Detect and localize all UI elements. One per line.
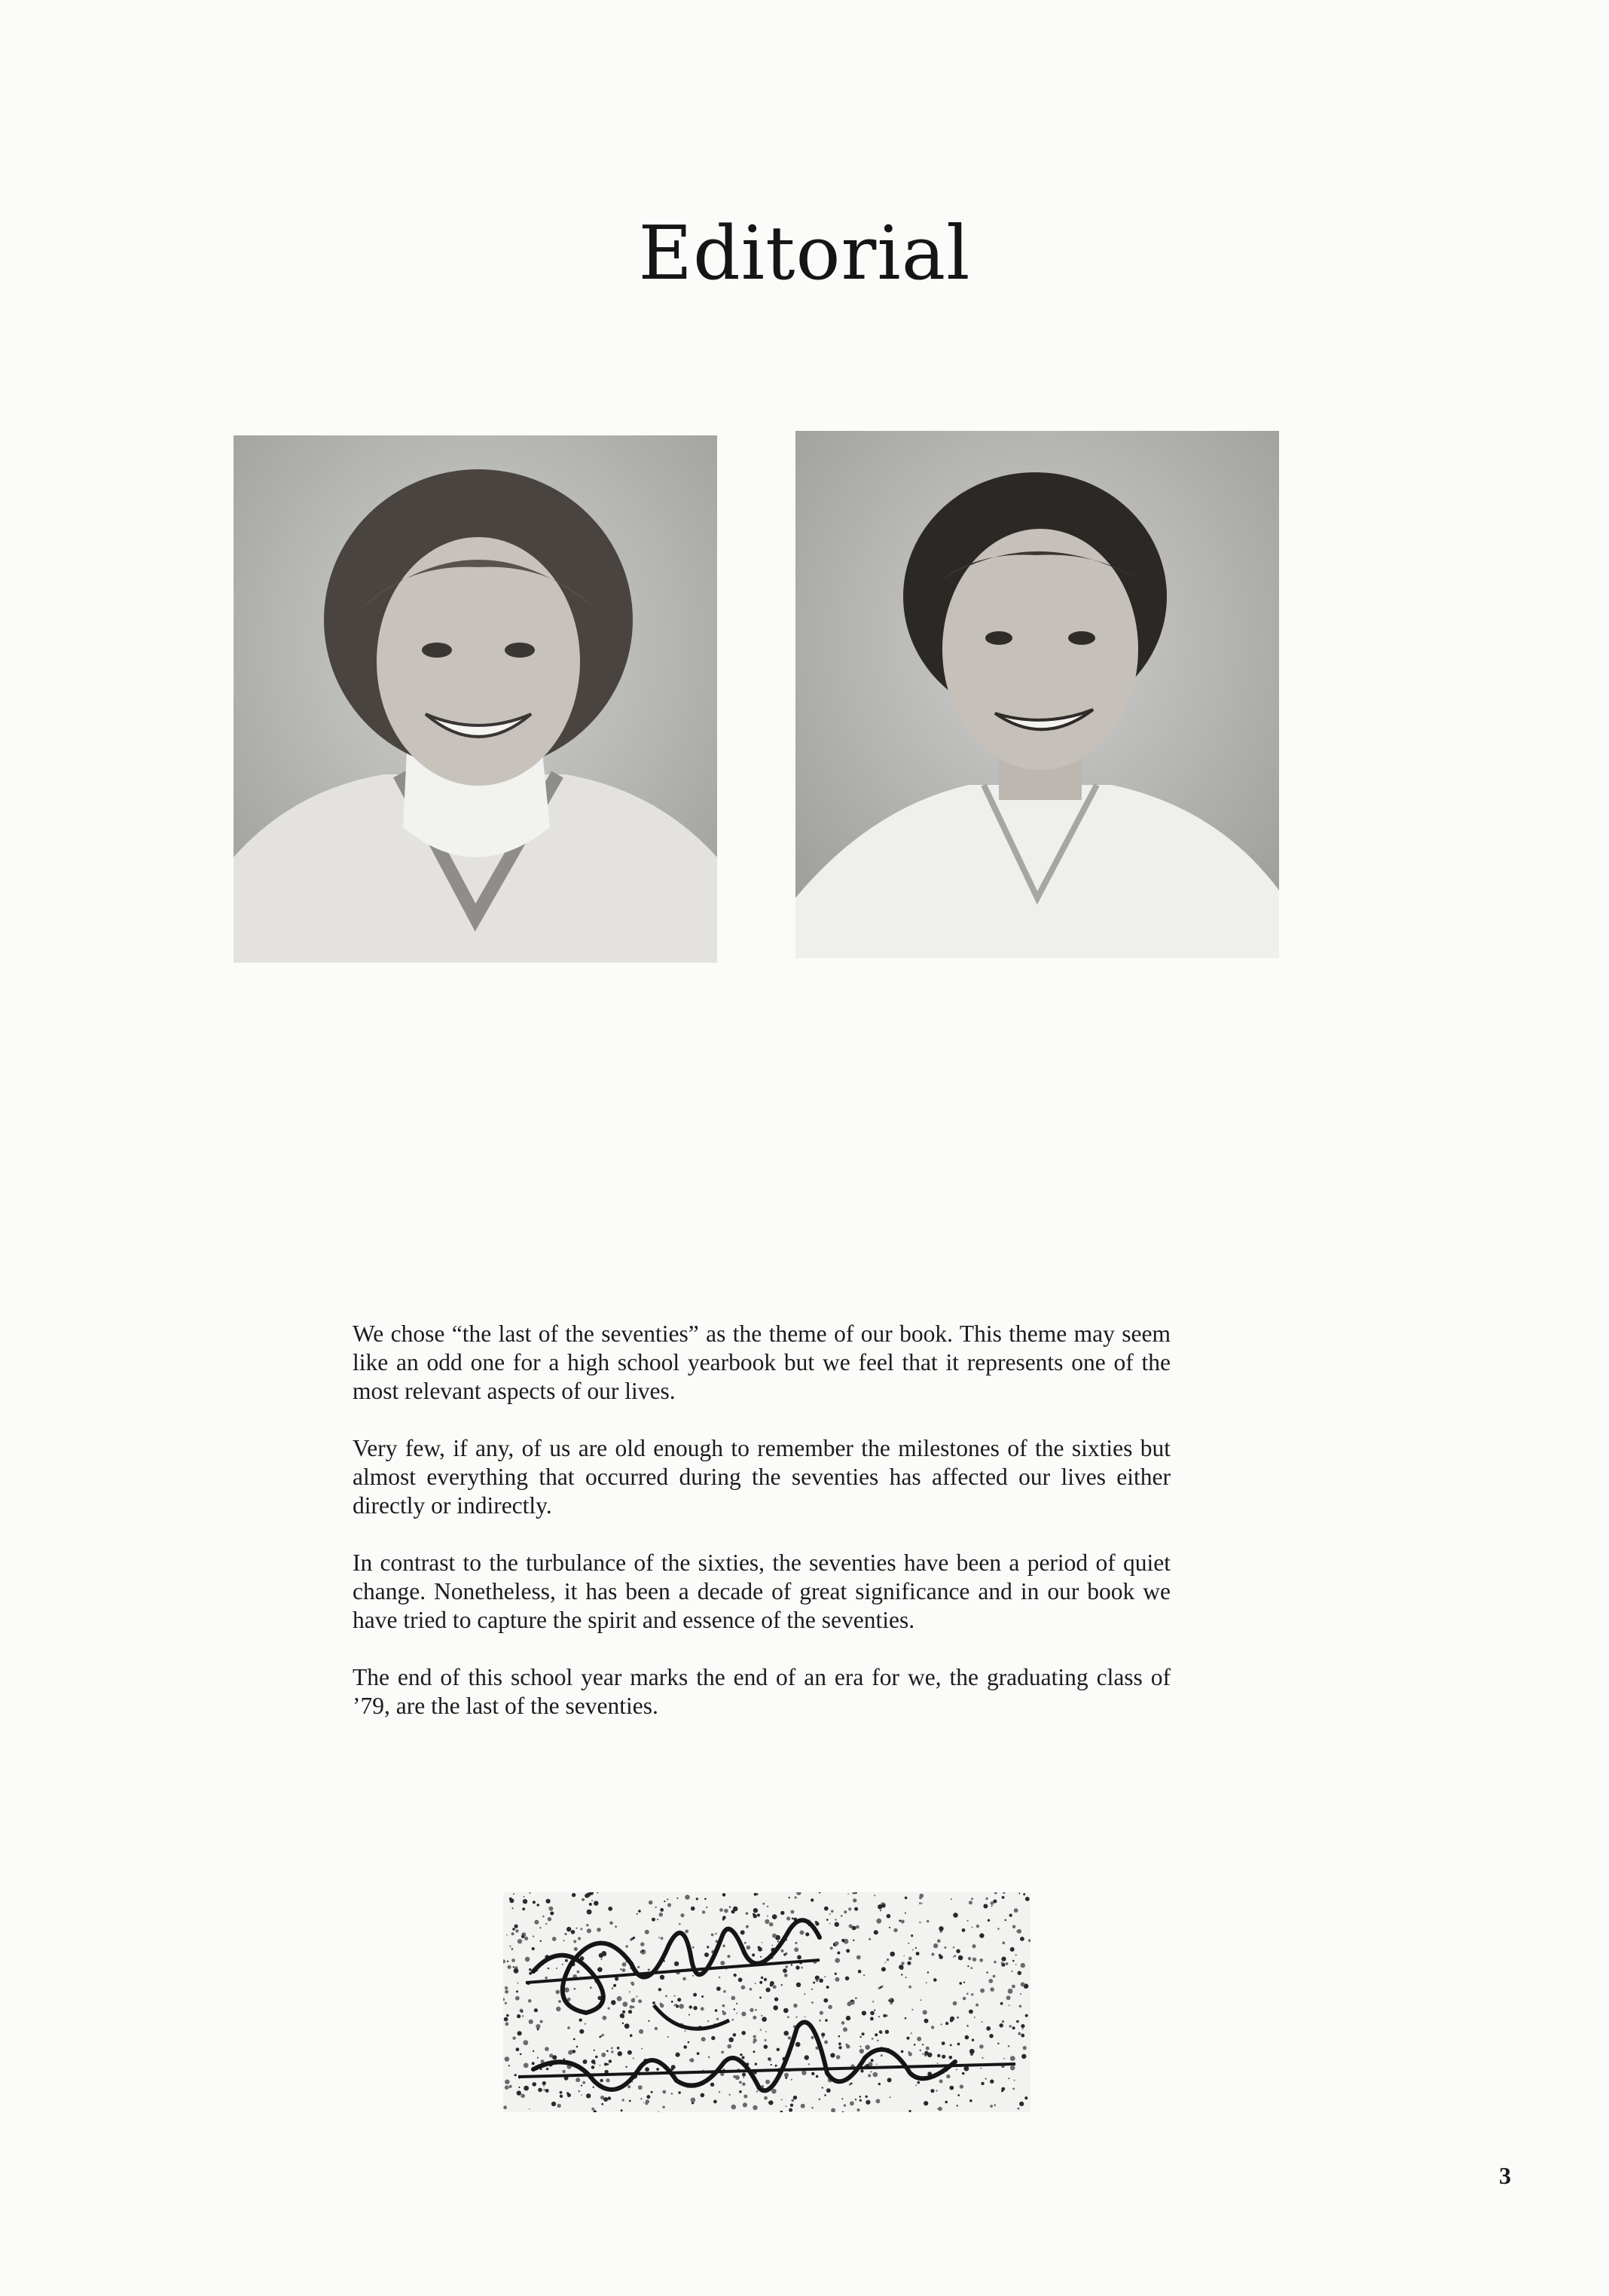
editorial-paragraph: Very few, if any, of us are old enough to remember the milestones of the sixties but almost everything that occurred during the seventies has affected our lives either directly or indirectly. [353, 1435, 1171, 1519]
page-title: Editorial [638, 211, 971, 297]
portrait-photo-left [234, 435, 717, 963]
portrait-photo-icon [795, 431, 1279, 958]
handwritten-signature-icon [503, 1892, 1030, 2112]
editorial-text [353, 1320, 1171, 1749]
editorial-paragraph: In contrast to the turbulance of the sixties, the seventies have been a period of quiet change. Nonetheless, it has been a decade of great significance and in our book we have tried to capture the spirit and essence of the seventies. [353, 1549, 1171, 1633]
page-number: 3 [1499, 2162, 1511, 2189]
editorial-paragraph: We chose “the last of the seventies” as the theme of our book. This theme may seem like an odd one for a high school yearbook but we feel that it represents one of the most relevant aspects of our lives. [353, 1321, 1171, 1404]
portrait-photo-right [795, 431, 1279, 958]
editorial-paragraph: The end of this school year marks the end of an era for we, the graduating class of ’79, are the last of the seventies. [353, 1664, 1171, 1719]
portrait-photo-icon [234, 435, 717, 963]
signature-box [503, 1892, 1030, 2112]
